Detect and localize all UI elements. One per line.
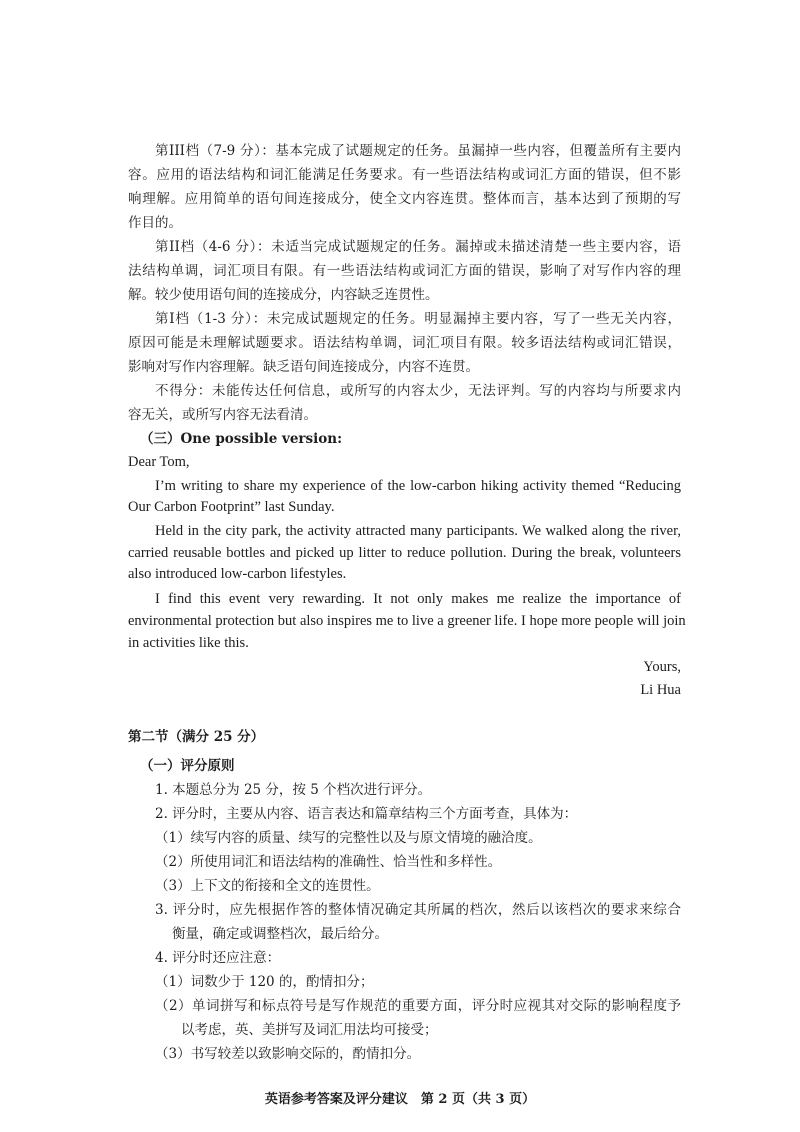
principle-2: 2. 评分时，主要从内容、语言表达和篇章结构三个方面考查，具体为： xyxy=(155,806,578,822)
principle-4-item-2-line-1: （2）单词拼写和标点符号是写作规范的重要方面，评分时应视其对交际的影响程度予 xyxy=(155,998,681,1014)
section2-title: 第二节（满分 25 分） xyxy=(128,729,265,745)
band2-line-3: 解。较少使用语句间的连接成分，内容缺乏连贯性。 xyxy=(128,287,439,303)
principle-2-item-3: （3）上下文的衔接和全文的连贯性。 xyxy=(155,878,380,894)
principle-4-item-2-line-2: 以考虑，英、美拼写及词汇用法均可接受； xyxy=(181,1022,438,1038)
principle-4: 4. 评分时还应注意： xyxy=(155,950,281,966)
band1-line-2: 原因可能是未理解试题要求。语法结构单调，词汇项目有限。较多语法结构或词汇错误， xyxy=(128,335,681,351)
band1-line-3: 影响对写作内容理解。缺乏语句间连接成分，内容不连贯。 xyxy=(128,359,479,375)
page-footer: 英语参考答案及评分建议 第 2 页（共 3 页） xyxy=(264,1092,536,1107)
band3-line-4: 作目的。 xyxy=(128,215,182,231)
band3-line-2: 容。应用的语法结构和词汇能满足任务要求。有一些语法结构或词汇方面的错误，但不影 xyxy=(128,167,681,183)
essay-line-6: I find this event very rewarding. It not only makes me realize the importance of xyxy=(155,591,681,607)
band2-line-1: 第II档（4-6 分）：未适当完成试题规定的任务。漏掉或未描述清楚一些主要内容，语 xyxy=(155,239,681,255)
no-score-line-1: 不得分：未能传达任何信息，或所写的内容太少，无法评判。写的内容均与所要求内 xyxy=(155,383,681,399)
principle-1: 1. 本题总分为 25 分，按 5 个档次进行评分。 xyxy=(155,782,432,798)
band1-line-1: 第I档（1-3 分）：未完成试题规定的任务。明显漏掉主要内容，写了一些无关内容， xyxy=(155,311,681,327)
version-heading: （三）One possible version: xyxy=(140,431,343,447)
principle-2-item-2: （2）所使用词汇和语法结构的准确性、恰当性和多样性。 xyxy=(155,854,502,870)
no-score-line-2: 容无关，或所写内容无法看清。 xyxy=(128,407,317,423)
essay-line-5: also introduced low-carbon lifestyles. xyxy=(128,566,347,582)
section2-subheading: （一）评分原则 xyxy=(140,758,235,774)
signature: Li Hua xyxy=(640,682,681,698)
band2-line-2: 法结构单调，词汇项目有限。有一些语法结构或词汇方面的错误，影响了对写作内容的理 xyxy=(128,263,681,279)
essay-line-3: Held in the city park, the activity attracted many participants. We walked along the river, xyxy=(155,523,681,539)
essay-line-7: environmental protection but also inspires me to live a greener life. I hope more people will join xyxy=(128,613,686,629)
principle-4-item-3: （3）书写较差以致影响交际的，酌情扣分。 xyxy=(155,1046,421,1062)
closing: Yours, xyxy=(643,659,681,675)
principle-4-item-1: （1）词数少于 120 的，酌情扣分； xyxy=(155,974,374,990)
principle-3-line-1: 3. 评分时，应先根据作答的整体情况确定其所属的档次，然后以该档次的要求来综合 xyxy=(155,902,681,918)
band3-line-1: 第III档（7-9 分）：基本完成了试题规定的任务。虽漏掉一些内容，但覆盖所有主要内 xyxy=(155,143,681,159)
band3-line-3: 响理解。应用简单的语句间连接成分，使全文内容连贯。整体而言，基本达到了预期的写 xyxy=(128,191,681,207)
principle-3-line-2: 衡量，确定或调整档次，最后给分。 xyxy=(172,926,388,942)
essay-line-2: Our Carbon Footprint” last Sunday. xyxy=(128,499,335,515)
principle-2-item-1: （1）续写内容的质量、续写的完整性以及与原文情境的融洽度。 xyxy=(155,830,542,846)
salutation: Dear Tom, xyxy=(128,454,190,470)
essay-line-4: carried reusable bottles and picked up litter to reduce pollution. During the break, volunteers xyxy=(128,545,681,561)
essay-line-8: in activities like this. xyxy=(128,635,249,651)
essay-line-1: I’m writing to share my experience of the low-carbon hiking activity themed “Reducing xyxy=(155,478,681,494)
